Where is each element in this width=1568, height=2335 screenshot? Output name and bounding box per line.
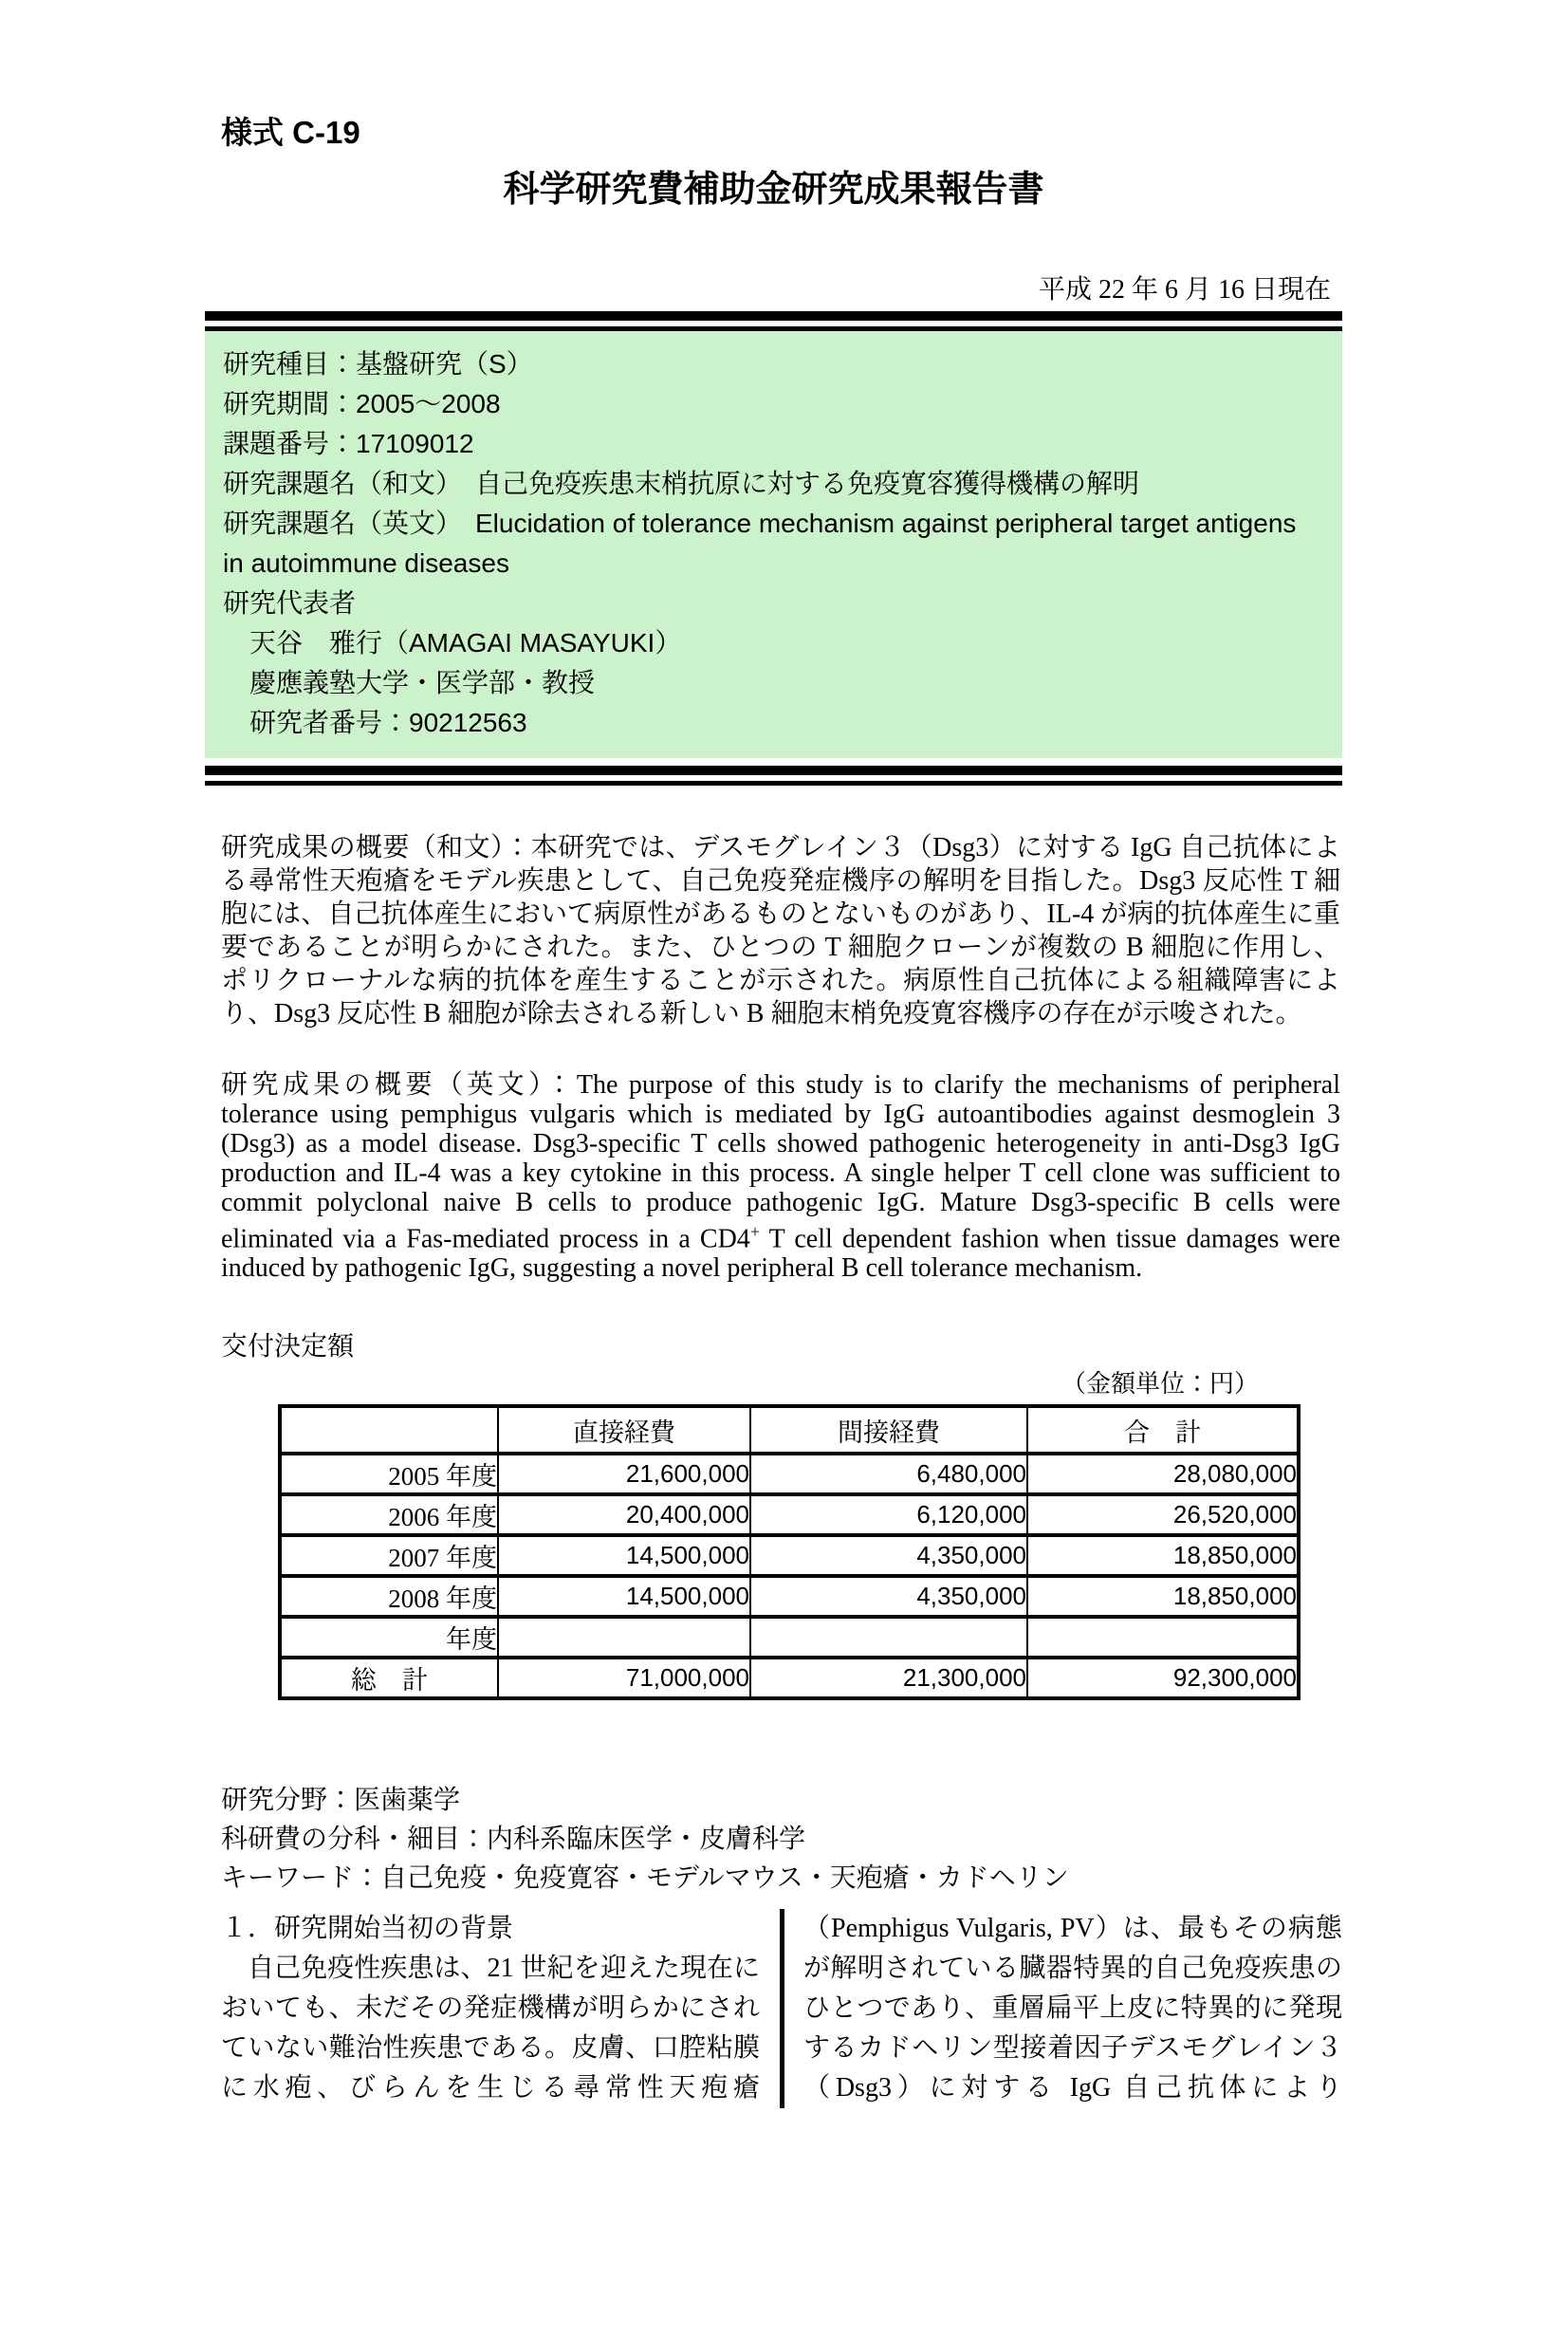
year-label: 2007 年度: [280, 1535, 498, 1576]
direct-cost: [498, 1617, 750, 1658]
direct-cost-total: 71,000,000: [498, 1658, 750, 1698]
direct-cost: 14,500,000: [498, 1535, 750, 1576]
summary-box: [205, 331, 1342, 758]
table-row: [280, 1494, 1299, 1535]
year-label: 2006 年度: [280, 1494, 498, 1535]
funding-header-total: 合 計: [1027, 1406, 1299, 1454]
abstract-ja-label: 研究成果の概要（和文）：: [221, 833, 531, 863]
abstract-en-text-1: The purpose of this study is to clarify the mechanisms of peripheral tolerance using pemphigus vulgaris which is mediated by IgG autoantibodies against desmoglein 3 (Dsg3) as a model disease. Dsg3-specific T cells showed pathogenic heterogeneity in anti-Dsg3 IgG production and IL-4 was a key cytokine in this process. A single helper T cell clone was sufficient to commit polyclonal naive B cells to produce pathogenic IgG. Mature Dsg3-specific B cells were eliminated via a Fas-mediated process in a CD4: [221, 1070, 1340, 1254]
report-page: [205, 116, 1342, 2108]
abstract-english: [221, 1070, 1340, 1283]
total-cost: 18,850,000: [1027, 1535, 1299, 1576]
abstract-en-text-2: T cell dependent fashion when tissue damages were induced by pathogenic IgG, suggesting a novel peripheral B cell tolerance mechanism.: [221, 1224, 1340, 1284]
total-cost: 18,850,000: [1027, 1576, 1299, 1617]
direct-cost: 14,500,000: [498, 1576, 750, 1617]
funding-heading: 交付決定額: [221, 1332, 355, 1362]
indirect-cost: 4,350,000: [750, 1576, 1027, 1617]
info-block: [221, 1781, 1342, 1898]
funding-header-indirect: 間接経費: [750, 1406, 1027, 1454]
right-column: [803, 1909, 1342, 2108]
pi-affiliation: 慶應義塾大学・医学部・教授: [249, 668, 596, 698]
indirect-cost: [750, 1617, 1027, 1658]
funding-table: [278, 1404, 1301, 1700]
research-field: 研究分野：医歯薬学: [221, 1786, 461, 1816]
table-row: [280, 1535, 1299, 1576]
project-title-ja: 研究課題名（和文） 自己免疫疾患末梢抗原に対する免疫寛容獲得機構の解明: [223, 469, 1140, 499]
pi-heading: 研究代表者: [223, 588, 357, 619]
total-cost: 26,520,000: [1027, 1494, 1299, 1535]
project-number: 課題番号：17109012: [223, 429, 474, 459]
table-row: [280, 1576, 1299, 1617]
date-note: 平成 22 年 6 月 16 日現在: [1038, 275, 1331, 306]
keywords: キーワード：自己免疫・免疫寛容・モデルマウス・天疱瘡・カドヘリン: [221, 1863, 1069, 1894]
two-column-section: [221, 1909, 1342, 2108]
column-divider: [780, 1909, 784, 2108]
indirect-cost: 4,350,000: [750, 1535, 1027, 1576]
table-total-row: [280, 1658, 1299, 1698]
research-category: 研究種目：基盤研究（S）: [223, 349, 533, 380]
bottom-rule: [205, 766, 1342, 786]
total-label: 総 計: [280, 1658, 498, 1698]
funding-header-row: [280, 1406, 1299, 1454]
indirect-cost-total: 21,300,000: [750, 1658, 1027, 1698]
form-code: 様式 C-19: [221, 115, 360, 150]
left-column-paragraph: 自己免疫性疾患は、21 世紀を迎えた現在においても、未だその発症機構が明らかにされていない難治性疾患である。皮膚、口腔粘膜に水疱、びらんを生じる尋常性天疱瘡: [221, 1954, 760, 2103]
research-period: 研究期間：2005～2008: [223, 389, 501, 419]
total-cost: 28,080,000: [1027, 1454, 1299, 1494]
table-row: [280, 1454, 1299, 1494]
year-label: 年度: [280, 1617, 498, 1658]
table-row: [280, 1617, 1299, 1658]
pi-researcher-number: 研究者番号：90212563: [249, 708, 527, 738]
direct-cost: 21,600,000: [498, 1454, 750, 1494]
funding-header-blank: [280, 1406, 498, 1454]
year-label: 2008 年度: [280, 1576, 498, 1617]
grand-total: 92,300,000: [1027, 1658, 1299, 1698]
total-cost: [1027, 1617, 1299, 1658]
funding-unit-note: （金額単位：円）: [1061, 1370, 1259, 1399]
pi-name: 天谷 雅行（AMAGAI MASAYUKI）: [249, 628, 682, 658]
abstract-japanese: [221, 831, 1340, 1030]
abstract-en-label: 研究成果の概要（英文）：: [221, 1070, 577, 1101]
page-title: 科学研究費補助金研究成果報告書: [503, 170, 1044, 211]
funding-header-direct: 直接経費: [498, 1406, 750, 1454]
left-column: [221, 1909, 760, 2108]
kakenhi-category: 科研費の分科・細目：内科系臨床医学・皮膚科学: [221, 1825, 806, 1855]
top-rule: [205, 311, 1342, 331]
funding-table-wrap: [278, 1370, 1297, 1700]
right-column-paragraph: （Pemphigus Vulgaris, PV）は、最もその病態が解明されている臓器特異的自己免疫疾患のひとつであり、重層扁平上皮に特異的に発現するカドヘリン型接着因子デスモグレイン３（Dsg3）に対する IgG 自己抗体により: [803, 1914, 1342, 2103]
indirect-cost: 6,480,000: [750, 1454, 1027, 1494]
section1-heading: １．研究開始当初の背景: [221, 1914, 514, 1944]
abstract-ja-text: 本研究では、デスモグレイン３（Dsg3）に対する IgG 自己抗体による尋常性天疱瘡をモデル疾患として、自己免疫発症機序の解明を目指した。Dsg3 反応性 T 細胞には、自己抗体産生において病原性があるものとないものがあり、IL-4 が病的抗体産生に重要であることが明らかにされた。また、ひとつの T 細胞クローンが複数の B 細胞に作用し、ポリクローナルな病的抗体を産生することが示された。病原性自己抗体による組織障害により、Dsg3 反応性 B 細胞が除去される新しい B 細胞末梢免疫寛容機序の存在が示唆された。: [221, 833, 1340, 1029]
direct-cost: 20,400,000: [498, 1494, 750, 1535]
abstract-en-superscript: +: [749, 1222, 760, 1242]
year-label: 2005 年度: [280, 1454, 498, 1494]
project-title-en: 研究課題名（英文） Elucidation of tolerance mechanism against peripheral target antigens in autoimmune diseases: [223, 509, 1297, 579]
indirect-cost: 6,120,000: [750, 1494, 1027, 1535]
